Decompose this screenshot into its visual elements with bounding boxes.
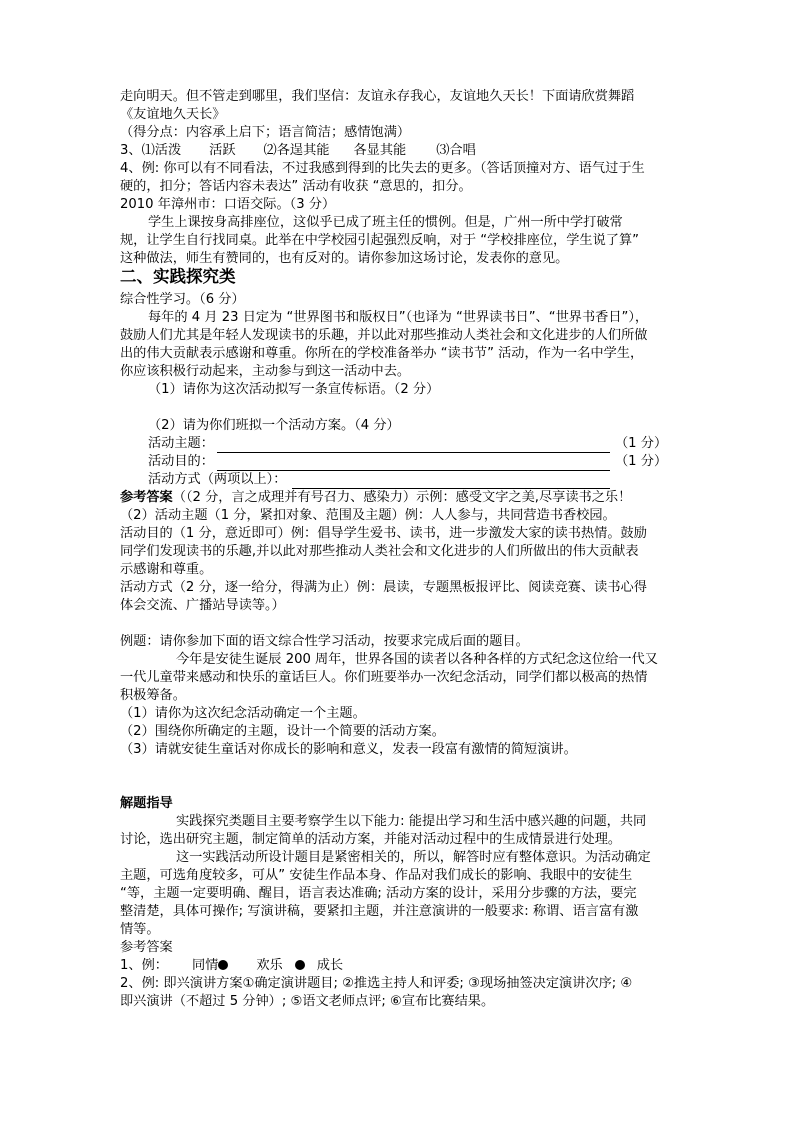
- text-line: （2）活动主题（1 分，紧扣对象、范围及主题）例：人人参与，共同营造书香校园。: [120, 508, 616, 523]
- text-line: 即兴演讲（不超过 5 分钟）; ⑤语文老师点评; ⑥宣布比赛结果。: [120, 994, 495, 1009]
- text-line: 同学们发现读书的乐趣,并以此对那些推动人类社会和文化进步的人们所做出的伟大贡献表: [120, 544, 639, 559]
- text-line: 一代儿童带来感动和快乐的童话巨人。你们班要举办一次纪念活动，同学们都以极高的热情: [120, 670, 648, 685]
- answer-heading: 参考答案: [120, 490, 173, 505]
- text-line: 这一实践活动所设计题目是紧密相关的，所以，解答时应有整体意识。为活动确定: [176, 850, 651, 865]
- question-line: （2）请为你们班拟一个活动方案。（4 分）: [148, 418, 400, 433]
- text-line: 体会交流、广播站导读等。）: [120, 598, 285, 613]
- text-line: 活动目的（1 分，意近即可）例：倡导学生爱书、读书，进一步激发大家的读书热情。鼓励: [120, 526, 647, 541]
- text-line: 例题：请你参加下面的语文综合性学习活动，按要求完成后面的题目。: [120, 634, 529, 649]
- answer-text: （（2 分，言之成理并有号召力、感染力）示例：感受文字之美,尽享读书之乐！: [172, 490, 632, 505]
- text-line: “等，主题一定要明确、醒目，语言表达准确; 活动方案的设计，采用分步骤的方法，要完: [120, 886, 637, 901]
- text-line: 这种做法，师生有赞同的，也有反对的。请你参加这场讨论，发表你的意见。: [120, 251, 569, 266]
- section-heading: 二、实践探究类: [120, 267, 236, 286]
- answer-item: 各显其能: [353, 143, 407, 158]
- bullet-dot-icon: [218, 960, 228, 970]
- answer-item: 3、⑴活泼: [120, 143, 182, 158]
- text-line: 走向明天。但不管走到哪里，我们坚信：友谊永存我心，友谊地久天长！下面请欣赏舞蹈: [120, 89, 635, 104]
- text-line: 主题，可选角度较多，可从” 安徒生作品本身、作品对我们成长的影响、我眼中的安徒生: [120, 868, 633, 883]
- text-line: 每年的 4 月 23 日定为 “世界图书和版权日”（也译为 “世界读书日”、“世界书香日”），: [148, 310, 649, 325]
- field-label: 活动主题：: [148, 436, 214, 451]
- text-line: 活动方式（2 分，逐一给分，得满为止）例：晨读，专题黑板报评比、阅读竞赛、读书心得: [120, 580, 647, 595]
- text-line: 出的伟大贡献表示感谢和尊重。你所在的学校准备举办 “读书节” 活动，作为一名中学生，: [120, 346, 644, 361]
- text-line: 2、例: 即兴演讲方案①确定演讲题目; ②推选主持人和评委; ③现场抽签决定演讲次序; ④: [120, 976, 633, 991]
- text-line: 讨论，选出研究主题，制定简单的活动方案，并能对活动过程中的生成情景进行处理。: [120, 832, 622, 847]
- answer-word: 成长: [316, 958, 344, 973]
- text-line: 学生上课按身高排座位，这似乎已成了班主任的惯例。但是，广州一所中学打破常: [148, 215, 623, 230]
- text-line: 今年是安徒生诞辰 200 周年，世界各国的读者以各种各样的方式纪念这位给一代又: [176, 652, 658, 667]
- text-line: 示感谢和尊重。: [120, 562, 213, 577]
- bullet-dot-icon: [295, 960, 305, 970]
- answer-word: 同情: [191, 958, 219, 973]
- answer-line: [120, 489, 631, 507]
- text-line: 硬的，扣分；答话内容未表达” 活动有收获 “意思的，扣分。: [120, 179, 472, 194]
- answer-item: ⑶合唱: [436, 143, 476, 158]
- question-line: （1）请你为这次活动拟写一条宣传标语。（2 分）: [148, 382, 440, 397]
- points-label: （1 分）: [615, 454, 668, 469]
- answer-line-3: [120, 142, 476, 160]
- text-line: 整清楚，具体可操作; 写演讲稿，要紧扣主题，并注意演讲的一般要求: 称谓、语言富有激: [120, 904, 639, 919]
- text-line: 积极筹备。: [120, 688, 186, 703]
- text-line: 规，让学生自行找同桌。此举在中学校园引起强烈反响，对于 “学校排座位，学生说了算”: [120, 233, 639, 248]
- answer-item: 活跃: [209, 143, 236, 158]
- blank-line: [217, 452, 610, 453]
- text-line: 《友谊地久天长》: [120, 107, 226, 122]
- text-line: 综合性学习。（6 分）: [120, 292, 245, 307]
- text-line: （得分点：内容承上启下；语言简洁；感情饱满）: [120, 125, 411, 140]
- text-line: 2010 年漳州市：口语交际。（3 分）: [120, 197, 336, 212]
- guide-heading: 解题指导: [120, 796, 173, 811]
- answer-item: ⑵各逞其能: [263, 143, 330, 158]
- text-line: 情等。: [120, 922, 160, 937]
- answer-example-line: [120, 957, 343, 975]
- answer-heading: 参考答案: [120, 940, 173, 955]
- question-line: （3）请就安徒生童话对你成长的影响和意义，发表一段富有激情的简短演讲。: [120, 742, 577, 757]
- field-label: 活动方式（两项以上）：: [148, 472, 287, 487]
- text-line: 鼓励人们尤其是年轻人发现读书的乐趣，并以此对那些推动人类社会和文化进步的人们所做: [120, 328, 648, 343]
- text-line: 你应该积极行动起来，主动参与到这一活动中去。: [120, 364, 411, 379]
- text-line: 4、例: 你可以有不同看法，不过我感到得到的比失去的更多。（答话顶撞对方、语气过于生: [120, 161, 645, 176]
- question-line: （1）请你为这次纪念活动确定一个主题。: [120, 706, 366, 721]
- text-line: 实践探究类题目主要考察学生以下能力: 能提出学习和生活中感兴趣的问题，共同: [176, 814, 647, 829]
- answer-word: 欢乐: [256, 958, 283, 973]
- field-label: 活动目的：: [148, 454, 214, 469]
- answer-text: 1、例：: [120, 958, 168, 973]
- question-line: （2）围绕你所确定的主题，设计一个简要的活动方案。: [120, 724, 445, 739]
- points-label: （1 分）: [615, 436, 668, 451]
